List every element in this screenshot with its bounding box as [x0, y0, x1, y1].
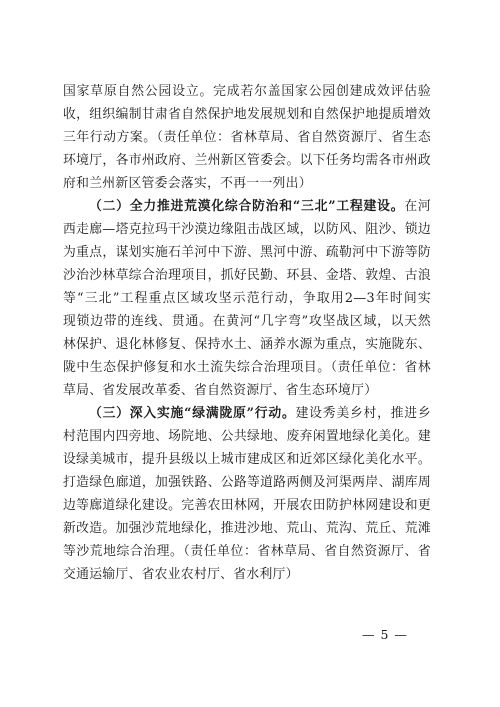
text-line: 打造绿色廊道，加强铁路、公路等道路两侧及河渠两岸、湖库周 [63, 475, 431, 490]
text-line: 三年行动方案。（责任单位：省林草局、省自然资源厅、省生态 [63, 130, 431, 145]
text-line: 等“三北”工程重点区域攻坚示范行动，争取用2—3年时间实 [63, 291, 431, 306]
text-line: 现锁边带的连线、贯通。在黄河“几字弯”攻坚战区域，以天然 [63, 314, 431, 329]
text-line: 收，组织编制甘肃省自然保护地发展规划和自然保护地提质增效 [63, 107, 431, 122]
section-text-start: 在河 [404, 199, 432, 214]
page-number: — 5 — [362, 627, 408, 642]
text-line: 交通运输厅、省农业农村厅、省水利厅） [63, 567, 299, 582]
section-heading: （三）深入实施“绿满陇原”行动。 [89, 406, 296, 421]
text-line: 环境厅，各市州政府、兰州新区管委会。以下任务均需各市州政 [63, 153, 431, 168]
text-line: 等沙荒地综合治理。（责任单位：省林草局、省自然资源厅、省 [63, 544, 431, 559]
text-line: 村范围内四旁地、场院地、公共绿地、废弃闲置地绿化美化。建 [63, 429, 431, 444]
text-line: 草局、省发展改革委、省自然资源厅、省生态环境厅） [63, 383, 378, 398]
section-green-longyuan [63, 402, 431, 586]
text-line: 沙治沙林草综合治理项目，抓好民勤、环县、金塔、敦煌、古浪 [63, 268, 431, 283]
text-line: 国家草原自然公园设立。完成若尔盖国家公园创建成效评估验 [63, 84, 431, 99]
section-text-start: 建设秀美乡村，推进乡 [295, 406, 431, 421]
section-first-line [63, 195, 431, 218]
section-first-line [63, 402, 431, 425]
document-body [63, 80, 431, 586]
text-line: 府和兰州新区管委会落实，不再一一列出） [63, 176, 312, 191]
text-line: 为重点，谋划实施石羊河中下游、黑河中游、疏勒河中下游等防 [63, 245, 431, 260]
text-line: 林保护、退化林修复、保持水土、涵养水源为重点，实施陇东、 [63, 337, 431, 352]
section-desertification-control [63, 195, 431, 402]
text-line: 西走廊—塔克拉玛干沙漠边缘阻击战区域，以防风、阻沙、锁边 [63, 222, 431, 237]
text-line: 新改造。加强沙荒地绿化，推进沙地、荒山、荒沟、荒丘、荒滩 [63, 521, 431, 536]
paragraph-continuation [63, 80, 431, 195]
text-line: 设绿美城市，提升县级以上城市建成区和近郊区绿化美化水平。 [63, 452, 431, 467]
text-line: 边等廊道绿化建设。完善农田林网，开展农田防护林网建设和更 [63, 498, 431, 513]
section-heading: （二）全力推进荒漠化综合防治和“三北”工程建设。 [89, 199, 405, 214]
text-line: 陇中生态保护修复和水土流失综合治理项目。（责任单位：省林 [63, 360, 431, 375]
